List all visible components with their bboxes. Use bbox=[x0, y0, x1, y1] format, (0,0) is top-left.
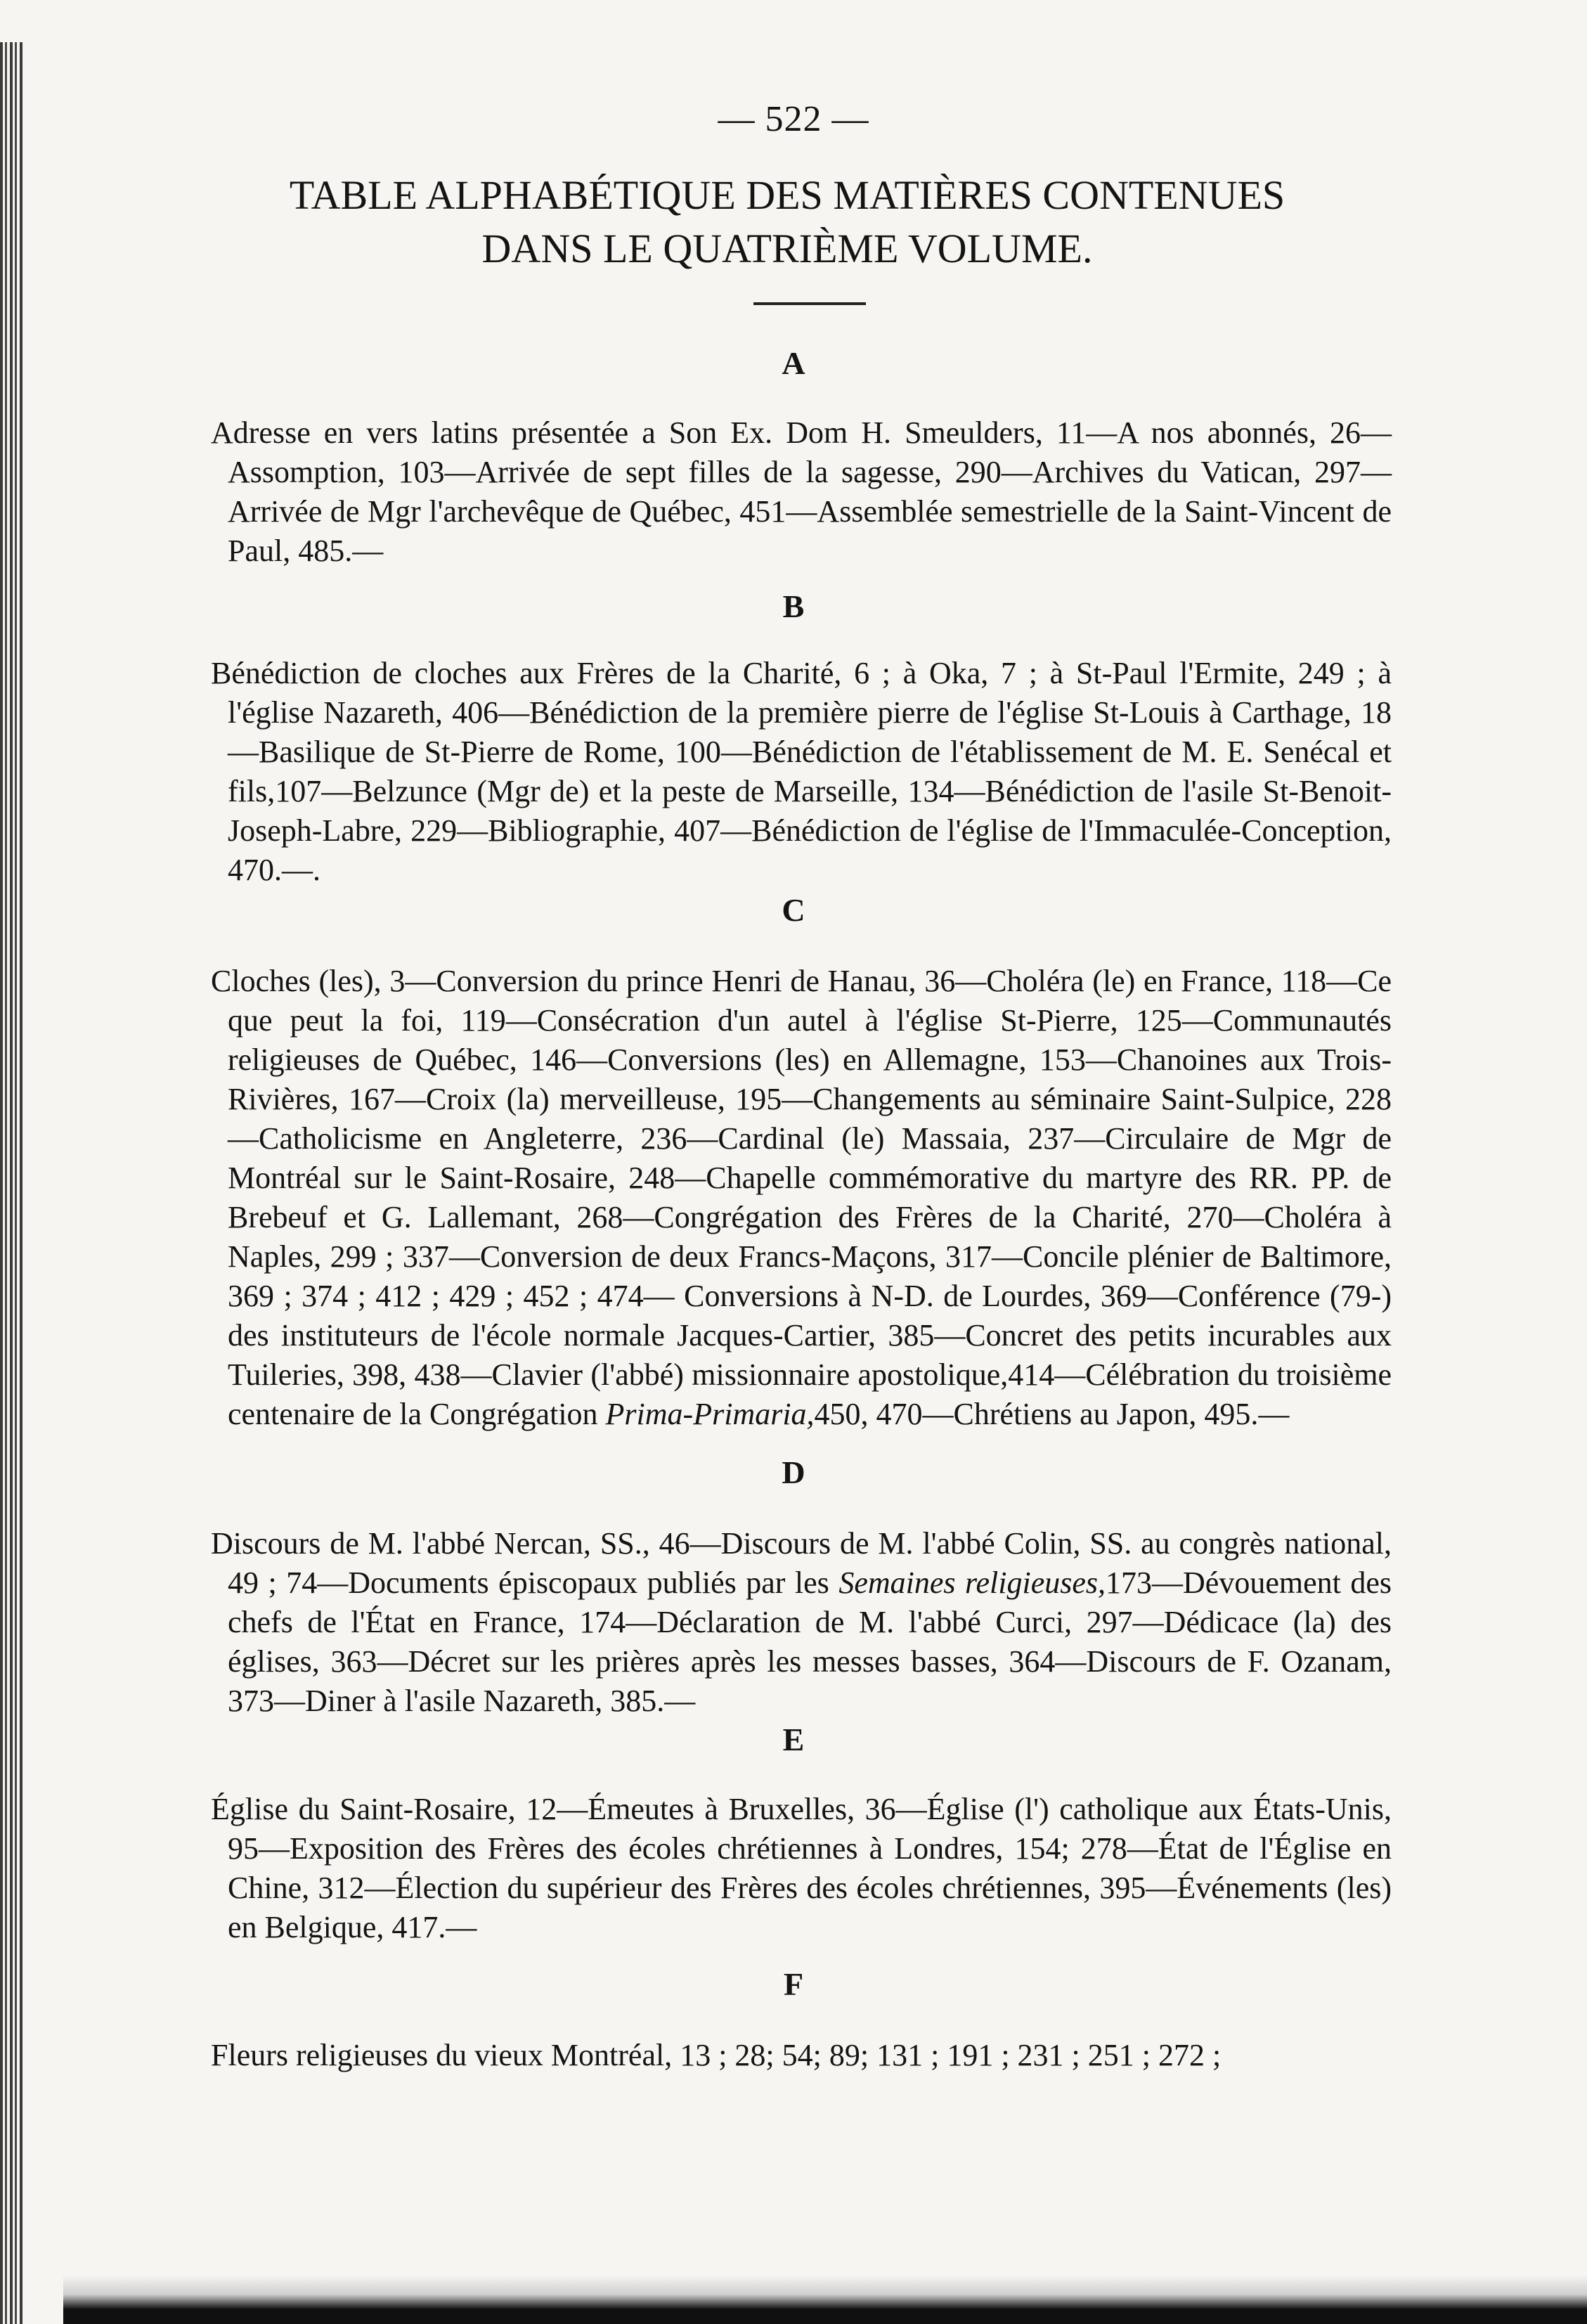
entry-d-italic: Semaines religieuses, bbox=[838, 1566, 1106, 1600]
title-line-2: DANS LE QUATRIÈME VOLUME. bbox=[481, 226, 1093, 271]
section-letter-d: D bbox=[782, 1454, 805, 1490]
section-letter-f: F bbox=[783, 1966, 804, 2002]
scan-bottom-edge bbox=[63, 2275, 1587, 2324]
title-divider bbox=[753, 302, 866, 305]
section-letter-a: A bbox=[782, 345, 805, 381]
page-title bbox=[211, 169, 1363, 276]
entry-d-text-after: 173—Dévouement des chefs de l'État en France, 174—Déclaration de M. l'abbé Curci, 297—Dédicace (la) des églises, 363—Décret sur les prières après les messes basses, 364—Discours de F. Ozanam, 373—Diner à l'asile Nazareth, 385.— bbox=[228, 1566, 1392, 1718]
index-entry-a: Adresse en vers latins présentée a Son Ex. Dom H. Smeulders, 11—A nos abonnés, 26—Assomption, 103—Arrivée de sept filles de la sagesse, 290—Archives du Vatican, 297—Arrivée de Mgr l'archevêque de Québec, 451—Assemblée semestrielle de la Saint-Vincent de Paul, 485.— bbox=[211, 415, 1392, 568]
section-letter-c: C bbox=[782, 892, 805, 928]
entry-c-text-after: 450, 470—Chrétiens au Japon, 495.— bbox=[814, 1397, 1290, 1431]
index-entry-e: Église du Saint-Rosaire, 12—Émeutes à Bruxelles, 36—Église (l') catholique aux États-Unis, 95—Exposition des Frères des écoles chrétiennes à Londres, 154; 278—État de l'Église en Chine, 312—Élection du supérieur des Frères des écoles chrétiennes, 395—Événements (les) en Belgique, 417.— bbox=[211, 1792, 1392, 1944]
entry-c-text: Cloches (les), 3—Conversion du prince Henri de Hanau, 36—Choléra (le) en France, 118—Ce que peut la foi, 119—Consécration d'un autel à l'église St-Pierre, 125—Communautés religieuses de Québec, 146—Conversions (les) en Allemagne, 153—Chanoines aux Trois-Rivières, 167—Croix (la) merveilleuse, 195—Changements au séminaire Saint-Sulpice, 228—Catholicisme en Angleterre, 236—Cardinal (le) Massaia, 237—Circulaire de Mgr de Montréal sur le Saint-Rosaire, 248—Chapelle commémorative du martyre des RR. PP. de Brebeuf et G. Lallemant, 268—Congrégation des Frères de la Charité, 270—Choléra à Naples, 299 ; 337—Conversion de deux Francs-Maçons, 317—Concile plénier de Baltimore, 369 ; 374 ; 412 ; 429 ; 452 ; 474— Conversions à N-D. de Lourdes, 369—Conférence (79-) des instituteurs de l'école normale Jacques-Cartier, 385—Concret des petits incurables aux Tuileries, 398, 438—Clavier (l'abbé) missionnaire apostolique,414—Célébration du troisième centenaire de la Congrégation bbox=[211, 964, 1392, 1431]
section-letter-b: B bbox=[782, 588, 805, 624]
section-letter-e: E bbox=[782, 1722, 805, 1757]
entry-d-text: Discours de M. l'abbé Nercan, SS., 46—Discours de M. l'abbé Colin, SS. au congrès national, 49 ; 74—Documents épiscopaux publiés par les bbox=[211, 1526, 1392, 1600]
index-entry-c bbox=[211, 962, 1392, 1434]
index-entry-f: Fleurs religieuses du vieux Montréal, 13 ; 28; 54; 89; 131 ; 191 ; 231 ; 251 ; 272 ; bbox=[211, 2038, 1222, 2072]
entry-c-italic: Prima-Primaria, bbox=[605, 1397, 815, 1431]
index-entry-b: Bénédiction de cloches aux Frères de la Charité, 6 ; à Oka, 7 ; à St-Paul l'Ermite, 249 ; à l'église Nazareth, 406—Bénédiction de la première pierre de l'église St-Louis à Carthage, 18—Basilique de St-Pierre de Rome, 100—Bénédiction de l'établissement de M. E. Senécal et fils,107—Belzunce (Mgr de) et la peste de Marseille, 134—Bénédiction de l'asile St-Benoit-Joseph-Labre, 229—Bibliographie, 407—Bénédiction de l'église de l'Immaculée-Conception, 470.—. bbox=[211, 656, 1392, 887]
page-number: — 522 — bbox=[718, 99, 869, 139]
index-entry-d bbox=[211, 1524, 1392, 1721]
title-line-1: TABLE ALPHABÉTIQUE DES MATIÈRES CONTENUES bbox=[289, 172, 1285, 218]
